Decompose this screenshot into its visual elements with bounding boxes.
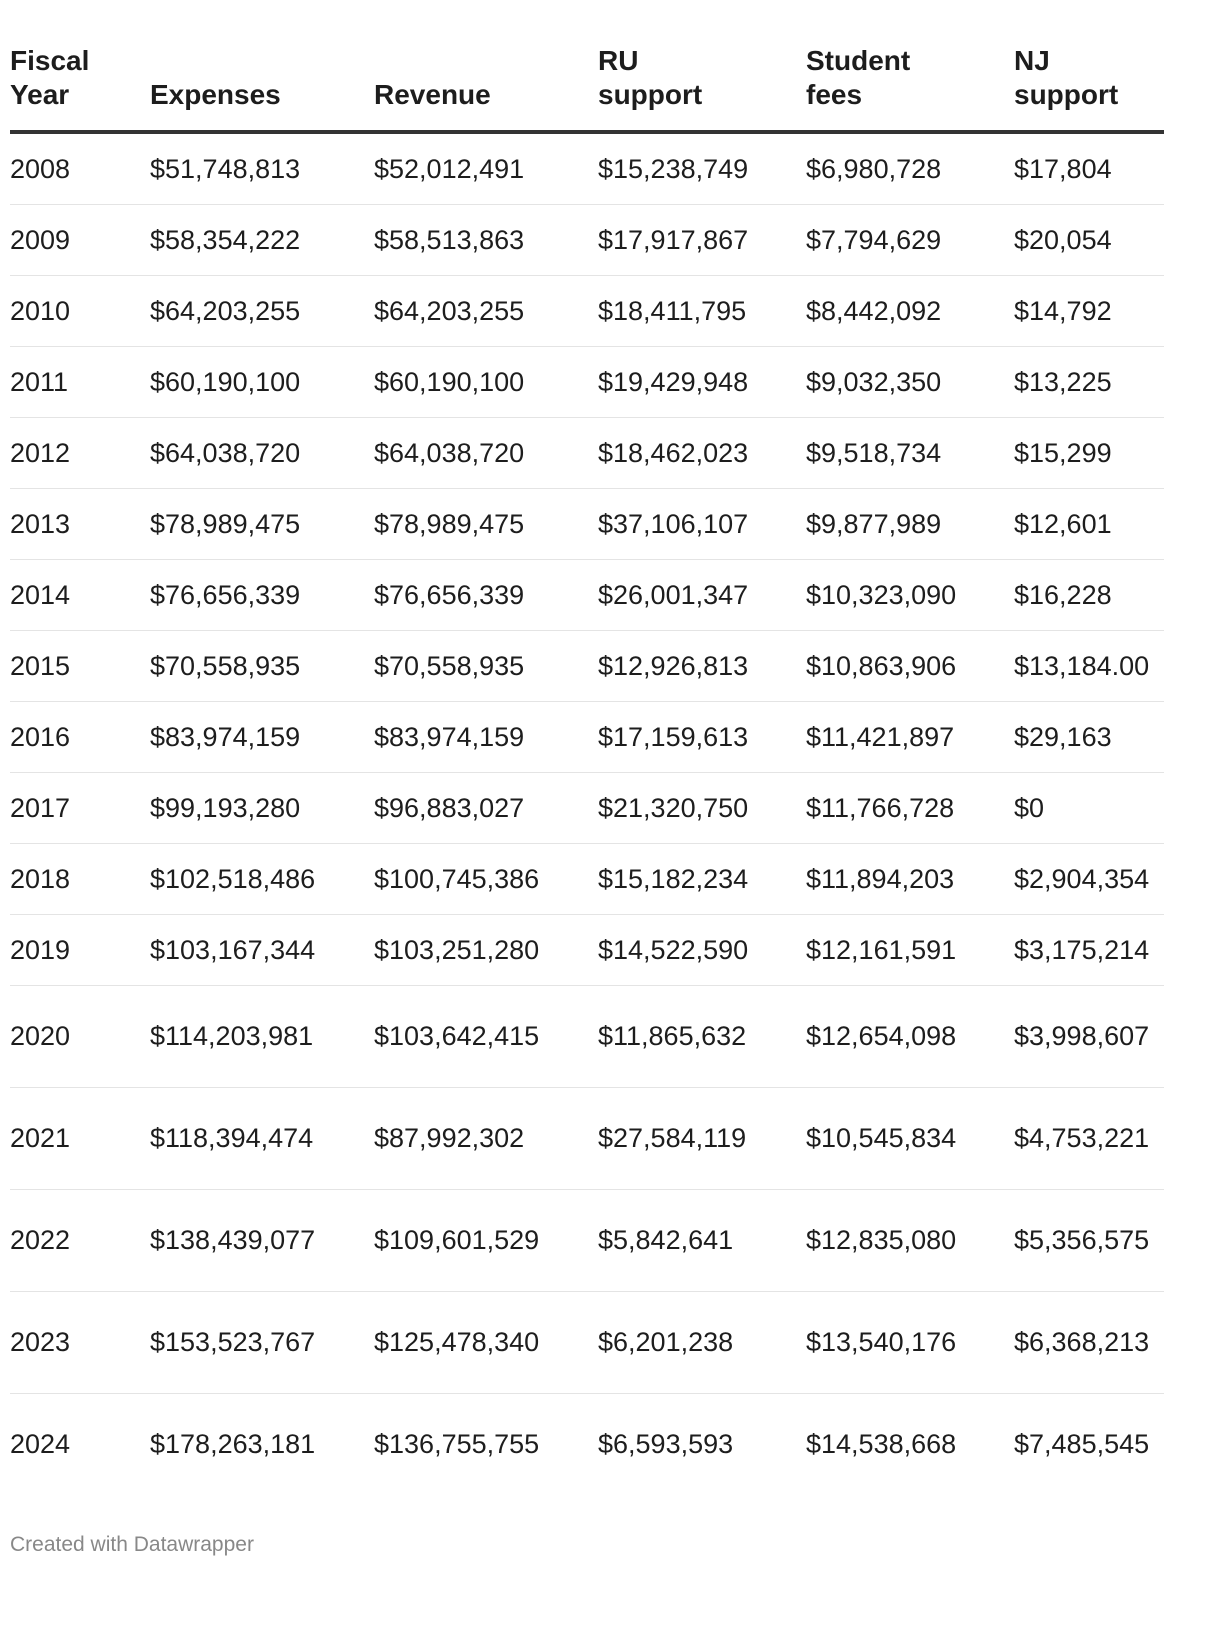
table-row [10,986,1164,1088]
table-row [10,560,1164,631]
column-header-expenses: Expenses [150,40,374,132]
cell-student-fees: $12,835,080 [806,1190,1014,1292]
cell-fiscal-year: 2022 [10,1190,150,1292]
cell-ru-support: $26,001,347 [598,560,806,631]
cell-ru-support: $12,926,813 [598,631,806,702]
cell-ru-support: $18,462,023 [598,418,806,489]
datawrapper-credit: Created with Datawrapper [10,1533,254,1556]
cell-expenses: $64,203,255 [150,276,374,347]
table-row [10,915,1164,986]
cell-student-fees: $10,863,906 [806,631,1014,702]
cell-revenue: $64,038,720 [374,418,598,489]
cell-ru-support: $37,106,107 [598,489,806,560]
cell-student-fees: $12,654,098 [806,986,1014,1088]
cell-fiscal-year: 2009 [10,205,150,276]
cell-ru-support: $17,159,613 [598,702,806,773]
cell-revenue: $60,190,100 [374,347,598,418]
table-row [10,1292,1164,1394]
data-table [10,40,1164,1495]
cell-student-fees: $7,794,629 [806,205,1014,276]
cell-ru-support: $11,865,632 [598,986,806,1088]
cell-revenue: $64,203,255 [374,276,598,347]
table-body [10,132,1164,1495]
cell-fiscal-year: 2008 [10,132,150,205]
cell-student-fees: $11,894,203 [806,844,1014,915]
cell-student-fees: $10,323,090 [806,560,1014,631]
table-row [10,773,1164,844]
table-row [10,489,1164,560]
cell-expenses: $103,167,344 [150,915,374,986]
cell-fiscal-year: 2018 [10,844,150,915]
cell-nj-support: $15,299 [1014,418,1164,489]
cell-student-fees: $13,540,176 [806,1292,1014,1394]
cell-expenses: $51,748,813 [150,132,374,205]
table-row [10,132,1164,205]
table-row [10,1394,1164,1496]
cell-expenses: $178,263,181 [150,1429,316,1459]
cell-fiscal-year: 2021 [10,1088,150,1190]
cell-expenses: $99,193,280 [150,773,374,844]
cell-ru-support: $15,182,234 [598,844,806,915]
cell-expenses: $64,038,720 [150,418,374,489]
cell-nj-support: $2,904,354 [1014,844,1164,915]
cell-revenue: $78,989,475 [374,489,598,560]
table-row [10,418,1164,489]
cell-student-fees: $9,032,350 [806,347,1014,418]
column-header-revenue: Revenue [374,40,598,132]
cell-nj-support: $6,368,213 [1014,1292,1164,1394]
cell-nj-support: $20,054 [1014,205,1164,276]
cell-fiscal-year: 2016 [10,702,150,773]
cell-fiscal-year: 2014 [10,560,150,631]
cell-nj-support: $7,485,545 [1014,1429,1150,1459]
cell-fiscal-year: 2013 [10,489,150,560]
cell-nj-support: $5,356,575 [1014,1190,1164,1292]
header-row [10,40,1164,132]
data-table-container [10,40,1164,1495]
cell-nj-support: $12,601 [1014,489,1164,560]
cell-fiscal-year: 2023 [10,1292,150,1394]
cell-fiscal-year: 2011 [10,347,150,418]
table-row [10,205,1164,276]
column-header-nj-support: NJ support [1014,40,1164,132]
cell-nj-support: $14,792 [1014,276,1164,347]
cell-student-fees: $9,518,734 [806,418,1014,489]
cell-student-fees: $9,877,989 [806,489,1014,560]
table-row [10,844,1164,915]
column-header-fiscal-year: Fiscal Year [10,40,150,132]
cell-student-fees: $14,538,668 [806,1429,957,1459]
cell-revenue: $87,992,302 [374,1088,598,1190]
table-row [10,702,1164,773]
cell-student-fees: $11,421,897 [806,702,1014,773]
cell-nj-support: $29,163 [1014,702,1164,773]
cell-nj-support: $3,175,214 [1014,915,1164,986]
table-row [10,347,1164,418]
cell-expenses: $83,974,159 [150,702,374,773]
cell-revenue: $125,478,340 [374,1292,598,1394]
cell-nj-support: $13,184.00 [1014,631,1164,702]
table-row [10,1088,1164,1190]
column-header-student-fees: Student fees [806,40,1014,132]
cell-student-fees: $12,161,591 [806,915,1014,986]
table-header [10,40,1164,132]
cell-expenses: $118,394,474 [150,1088,374,1190]
cell-ru-support: $6,593,593 [598,1429,734,1459]
cell-nj-support: $16,228 [1014,560,1164,631]
cell-student-fees: $11,766,728 [806,773,1014,844]
table-row [10,276,1164,347]
cell-ru-support: $15,238,749 [598,132,806,205]
cell-fiscal-year: 2010 [10,276,150,347]
cell-revenue: $83,974,159 [374,702,598,773]
cell-revenue: $76,656,339 [374,560,598,631]
cell-expenses: $58,354,222 [150,205,374,276]
cell-nj-support: $3,998,607 [1014,986,1164,1088]
cell-expenses: $60,190,100 [150,347,374,418]
cell-nj-support: $17,804 [1014,132,1164,205]
cell-ru-support: $17,917,867 [598,205,806,276]
cell-expenses: $102,518,486 [150,844,374,915]
cell-fiscal-year: 2012 [10,418,150,489]
column-header-ru-support: RU support [598,40,806,132]
cell-expenses: $153,523,767 [150,1292,374,1394]
cell-fiscal-year: 2020 [10,986,150,1088]
cell-ru-support: $14,522,590 [598,915,806,986]
cell-nj-support: $13,225 [1014,347,1164,418]
cell-ru-support: $5,842,641 [598,1190,806,1292]
cell-revenue: $96,883,027 [374,773,598,844]
cell-revenue: $109,601,529 [374,1190,598,1292]
cell-fiscal-year: 2019 [10,915,150,986]
cell-expenses: $114,203,981 [150,986,374,1088]
cell-revenue: $136,755,755 [374,1429,540,1459]
cell-ru-support: $19,429,948 [598,347,806,418]
cell-revenue: $58,513,863 [374,205,598,276]
table-row [10,1190,1164,1292]
cell-student-fees: $10,545,834 [806,1088,1014,1190]
cell-student-fees: $8,442,092 [806,276,1014,347]
cell-revenue: $103,251,280 [374,915,598,986]
cell-revenue: $70,558,935 [374,631,598,702]
cell-expenses: $138,439,077 [150,1190,374,1292]
cell-ru-support: $21,320,750 [598,773,806,844]
cell-fiscal-year: 2024 [10,1429,71,1459]
cell-student-fees: $6,980,728 [806,132,1014,205]
table-row [10,631,1164,702]
cell-expenses: $76,656,339 [150,560,374,631]
cell-revenue: $100,745,386 [374,844,598,915]
cell-expenses: $78,989,475 [150,489,374,560]
cell-revenue: $52,012,491 [374,132,598,205]
cell-expenses: $70,558,935 [150,631,374,702]
cell-ru-support: $6,201,238 [598,1292,806,1394]
cell-fiscal-year: 2017 [10,773,150,844]
cell-fiscal-year: 2015 [10,631,150,702]
cell-revenue: $103,642,415 [374,986,598,1088]
cell-ru-support: $27,584,119 [598,1088,806,1190]
cell-ru-support: $18,411,795 [598,276,806,347]
cell-nj-support: $0 [1014,773,1164,844]
cell-nj-support: $4,753,221 [1014,1088,1164,1190]
